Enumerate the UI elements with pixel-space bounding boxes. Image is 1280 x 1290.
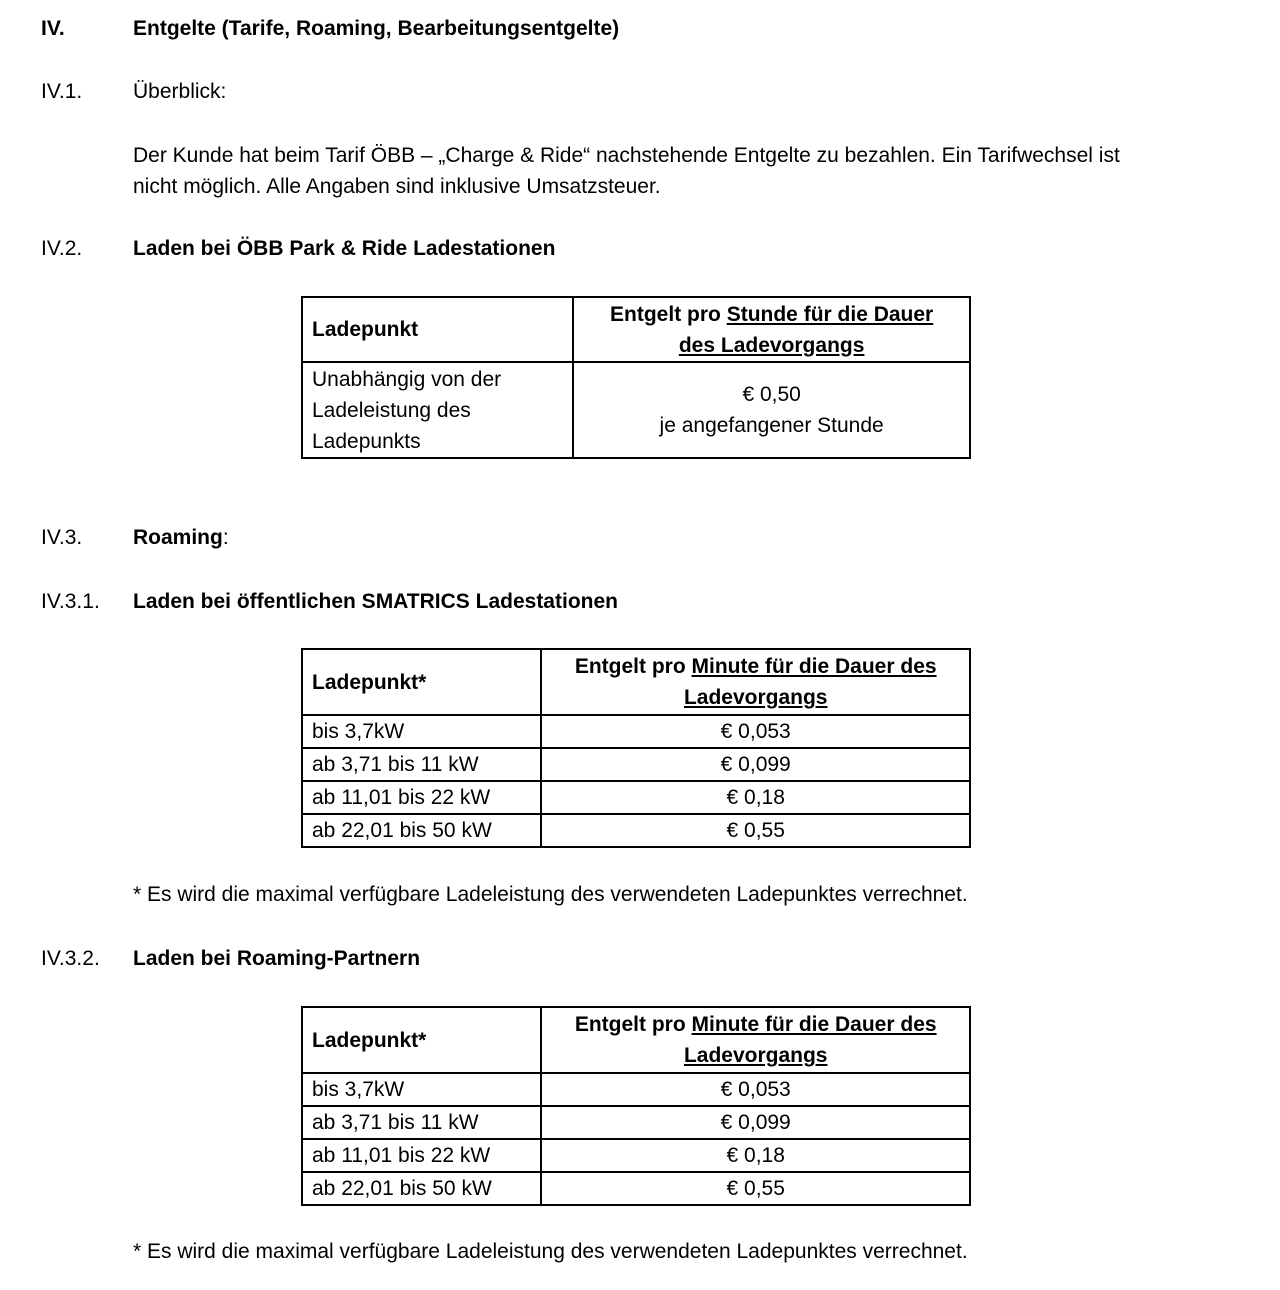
section-number-iv32: IV.3.2.	[41, 947, 100, 970]
table-row	[302, 814, 970, 847]
header-entgelt-underlined-2: Ladevorgangs	[683, 1044, 828, 1067]
row-label: ab 22,01 bis 50 kW	[302, 1172, 541, 1205]
header-entgelt	[541, 649, 970, 715]
row-label: ab 3,71 bis 11 kW	[302, 748, 541, 781]
row-price: € 0,50	[742, 383, 801, 406]
header-entgelt-plain: Entgelt pro	[574, 655, 692, 678]
row-label-line-2: Ladeleistung des	[312, 398, 471, 422]
section-title-iv1: Überblick:	[133, 80, 227, 103]
roaming-footnote: * Es wird die maximal verfügbare Ladeleistung des verwendeten Ladepunktes verrechnet.	[133, 1240, 968, 1263]
header-entgelt-plain: Entgelt pro	[574, 1013, 692, 1036]
section-number-iv2: IV.2.	[41, 237, 83, 260]
section-title-iv2: Laden bei ÖBB Park & Ride Ladestationen	[133, 237, 556, 260]
overview-line-2: nicht möglich. Alle Angaben sind inklusive Umsatzsteuer.	[133, 175, 661, 198]
row-label: ab 3,71 bis 11 kW	[302, 1106, 541, 1139]
overview-line-1: Der Kunde hat beim Tarif ÖBB – „Charge & Ride“ nachstehende Entgelte zu bezahlen. Ein Tarifwechsel ist	[133, 144, 1120, 167]
row-price: € 0,55	[541, 814, 970, 847]
row-price: € 0,55	[541, 1172, 970, 1205]
row-price: € 0,053	[541, 1073, 970, 1106]
row-label: ab 11,01 bis 22 kW	[302, 1139, 541, 1172]
smatrics-fee-table	[301, 648, 971, 848]
row-label-line-3: Ladepunkts	[312, 429, 421, 453]
row-label-line-1: Unabhängig von der	[312, 367, 502, 391]
header-entgelt	[573, 297, 970, 362]
table-row	[302, 1139, 970, 1172]
section-number-iv: IV.	[41, 17, 65, 40]
table-row	[302, 1073, 970, 1106]
table-row	[302, 1172, 970, 1205]
roaming-title: Roaming	[133, 526, 223, 549]
table-row	[302, 748, 970, 781]
header-entgelt-underlined-2: Ladevorgangs	[683, 686, 828, 709]
row-price: € 0,18	[541, 781, 970, 814]
section-number-iv1: IV.1.	[41, 80, 83, 103]
roaming-title-colon: :	[222, 526, 229, 549]
section-number-iv31: IV.3.1.	[41, 590, 100, 613]
row-price: € 0,099	[541, 748, 970, 781]
row-price: € 0,053	[541, 715, 970, 748]
row-price: € 0,18	[541, 1139, 970, 1172]
header-ladepunkt: Ladepunkt	[302, 297, 573, 362]
section-number-iv3: IV.3.	[41, 526, 83, 549]
table-row	[302, 781, 970, 814]
header-entgelt-underlined-1: Minute für die Dauer des	[691, 1013, 937, 1036]
table-row	[302, 1106, 970, 1139]
section-title-iv31: Laden bei öffentlichen SMATRICS Ladestationen	[133, 590, 618, 613]
table-row	[302, 362, 970, 458]
table-header-row	[302, 1007, 970, 1073]
row-price: € 0,099	[541, 1106, 970, 1139]
smatrics-footnote: * Es wird die maximal verfügbare Ladeleistung des verwendeten Ladepunktes verrechnet.	[133, 883, 968, 906]
row-label: bis 3,7kW	[302, 715, 541, 748]
row-label: bis 3,7kW	[302, 1073, 541, 1106]
header-entgelt-underlined-2: des Ladevorgangs	[678, 333, 865, 357]
section-title-iv3	[133, 522, 229, 553]
table-header-row	[302, 649, 970, 715]
header-ladepunkt: Ladepunkt*	[302, 649, 541, 715]
overview-paragraph	[133, 140, 1253, 202]
row-label: ab 11,01 bis 22 kW	[302, 781, 541, 814]
header-entgelt-underlined-1: Minute für die Dauer des	[691, 655, 937, 678]
row-label	[302, 362, 573, 458]
section-title-iv: Entgelte (Tarife, Roaming, Bearbeitungsentgelte)	[133, 17, 620, 40]
park-ride-fee-table	[301, 296, 971, 459]
header-ladepunkt: Ladepunkt*	[302, 1007, 541, 1073]
row-price-cell	[573, 362, 970, 458]
row-label: ab 22,01 bis 50 kW	[302, 814, 541, 847]
row-price-unit: je angefangener Stunde	[659, 414, 884, 437]
header-entgelt-underlined-1: Stunde für die Dauer	[726, 302, 934, 326]
table-row	[302, 715, 970, 748]
roaming-partner-fee-table	[301, 1006, 971, 1206]
header-entgelt	[541, 1007, 970, 1073]
header-entgelt-plain: Entgelt pro	[610, 302, 727, 326]
section-title-iv32: Laden bei Roaming-Partnern	[133, 947, 421, 970]
table-header-row	[302, 297, 970, 362]
